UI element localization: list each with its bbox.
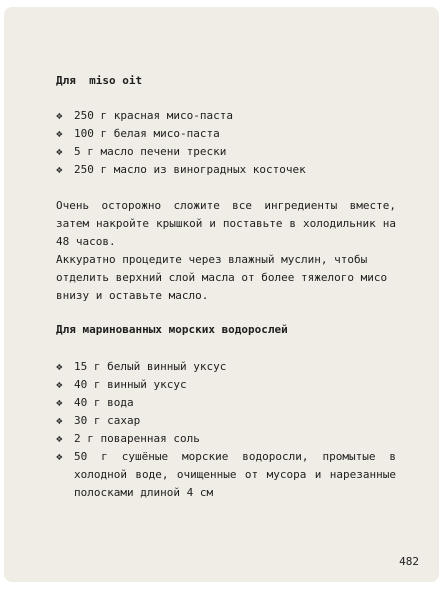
list-item [56,107,396,125]
section-title-pickled-seaweed: Для маринованных морских водорослей [56,323,288,336]
ingredient-text: 250 г масло из виноградных косточек [74,163,306,176]
ingredient-text: 30 г сахар [74,414,141,427]
list-item [56,376,396,394]
instruction-paragraph-1: Очень осторожно сложите все ингредиенты вместе, затем накройте крышкой и поставьте в холодильник на 48 часов. [56,199,396,248]
ingredient-text: 100 г белая мисо-паста [74,127,220,140]
instruction-paragraph-2: Аккуратно процедите через влажный муслин, чтобы отделить верхний слой масла от более тяжелого мисо внизу и оставьте масло. [56,253,388,302]
diamond-bullet-icon: ❖ [56,432,63,445]
list-item [56,161,396,179]
list-item [56,430,396,448]
diamond-bullet-icon: ❖ [56,414,63,427]
list-item [56,358,396,376]
ingredient-text: 40 г вода [74,396,134,409]
diamond-bullet-icon: ❖ [56,378,63,391]
ingredient-text: 250 г красная мисо-паста [74,109,233,122]
page-number: 482 [399,555,419,568]
diamond-bullet-icon: ❖ [56,145,63,158]
ingredient-text: 5 г масло печени трески [74,145,227,158]
ingredient-text: 50 г сушёные морские водоросли, промытые в холодной воде, очищенные от мусора и нарезанные полосками длиной 4 см [74,450,396,499]
diamond-bullet-icon: ❖ [56,360,63,373]
section-title-miso-oil: Для miso oit [56,74,143,87]
book-page [4,7,439,582]
list-item [56,125,396,143]
diamond-bullet-icon: ❖ [56,450,63,463]
ingredient-text: 2 г поваренная соль [74,432,200,445]
list-item [56,448,396,502]
ingredient-text: 15 г белый винный уксус [74,360,227,373]
ingredient-list-miso-oil [56,107,396,179]
list-item [56,394,396,412]
list-item [56,412,396,430]
ingredient-list-seaweed [56,358,396,502]
diamond-bullet-icon: ❖ [56,109,63,122]
ingredient-text: 40 г винный уксус [74,378,187,391]
diamond-bullet-icon: ❖ [56,396,63,409]
diamond-bullet-icon: ❖ [56,163,63,176]
diamond-bullet-icon: ❖ [56,127,63,140]
list-item [56,143,396,161]
